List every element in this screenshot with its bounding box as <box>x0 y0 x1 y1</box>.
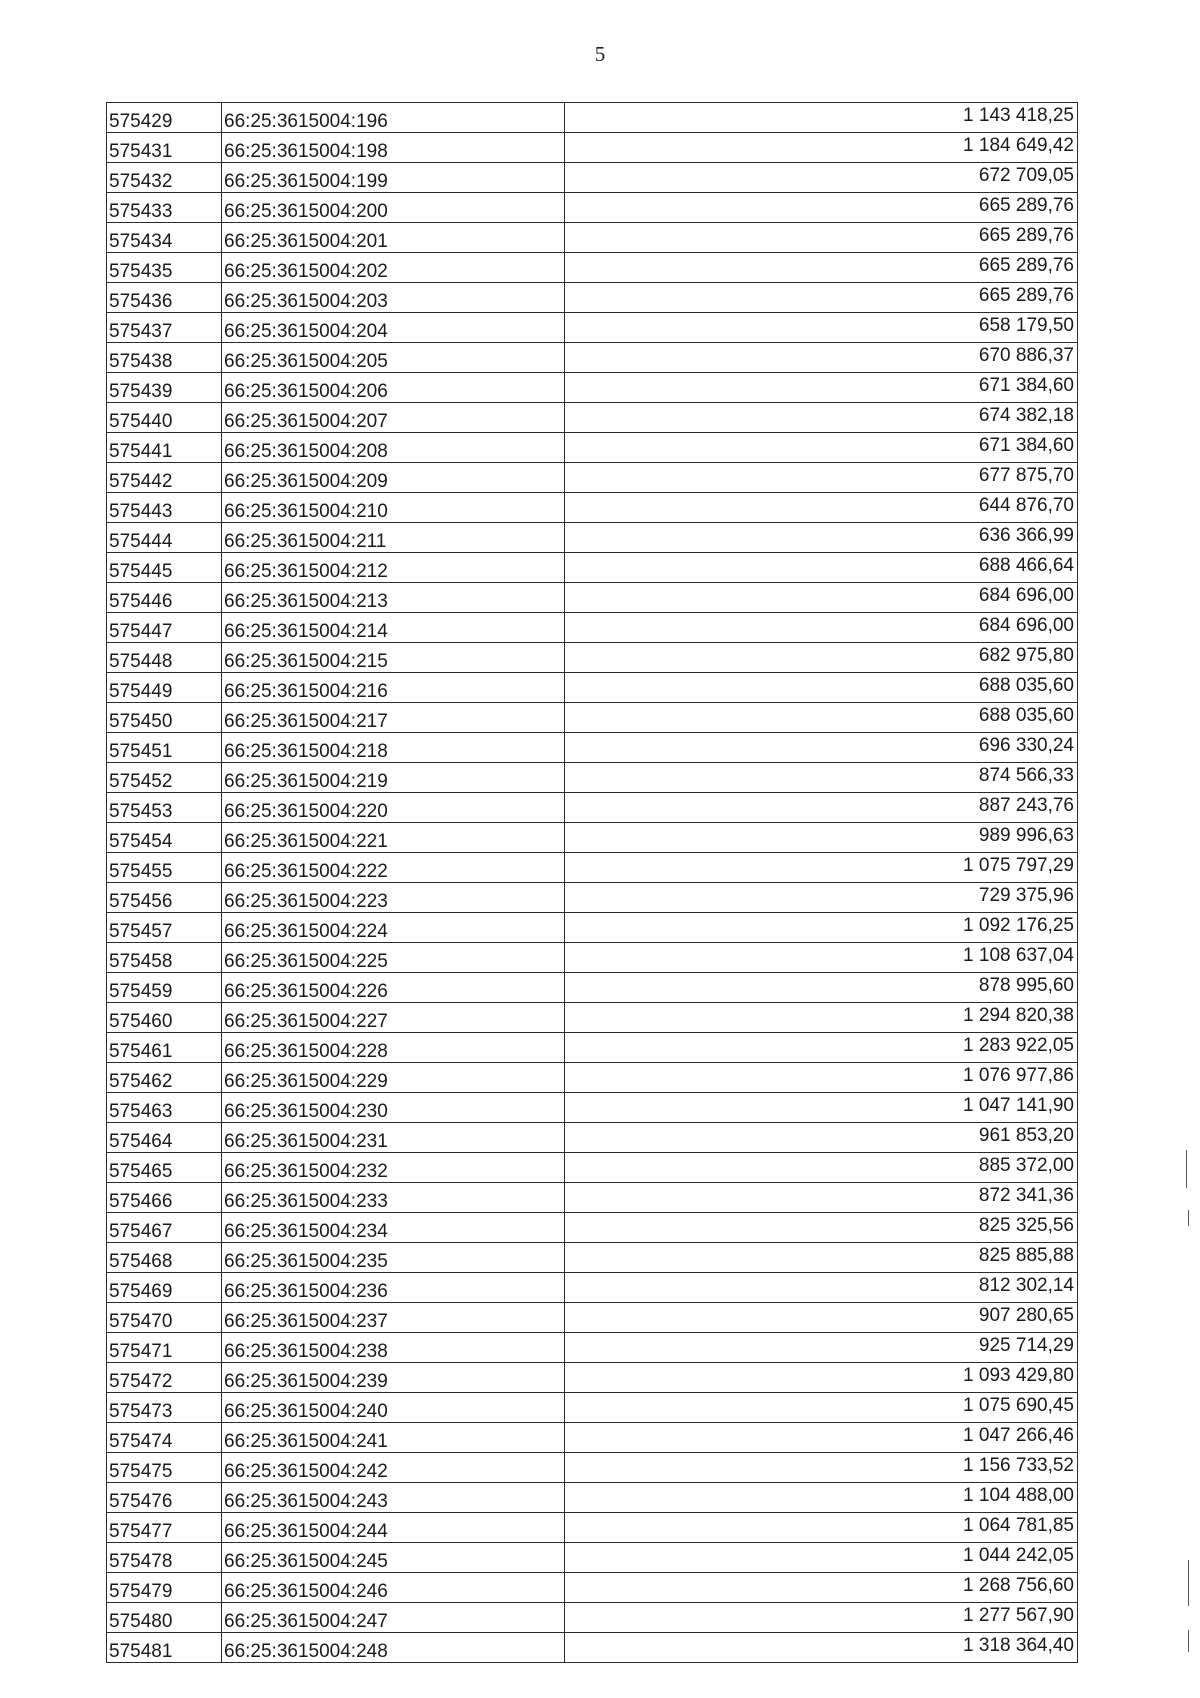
value-cell <box>565 1483 1078 1513</box>
table-row <box>107 1483 1078 1513</box>
cadastral-value: 1 047 141,90 <box>963 1094 1074 1116</box>
cadastral-number-cell: 66:25:3615004:215 <box>222 643 565 673</box>
row-id-cell: 575437 <box>107 313 222 343</box>
cadastral-value: 658 179,50 <box>978 314 1074 336</box>
table-row <box>107 943 1078 973</box>
value-cell <box>565 373 1078 403</box>
cadastral-number-cell: 66:25:3615004:234 <box>222 1213 565 1243</box>
cadastral-value: 1 156 733,52 <box>963 1454 1074 1476</box>
row-id-cell: 575435 <box>107 253 222 283</box>
table-row <box>107 253 1078 283</box>
cadastral-number-cell: 66:25:3615004:204 <box>222 313 565 343</box>
row-id-cell: 575468 <box>107 1243 222 1273</box>
table-row <box>107 703 1078 733</box>
row-id-cell: 575459 <box>107 973 222 1003</box>
row-id-cell: 575470 <box>107 1303 222 1333</box>
value-cell <box>565 673 1078 703</box>
value-cell <box>565 1573 1078 1603</box>
table-row <box>107 1633 1078 1663</box>
row-id-cell: 575472 <box>107 1363 222 1393</box>
row-id-cell: 575449 <box>107 673 222 703</box>
cadastral-value: 688 035,60 <box>978 704 1074 726</box>
cadastral-number-cell: 66:25:3615004:206 <box>222 373 565 403</box>
value-cell <box>565 763 1078 793</box>
value-cell <box>565 493 1078 523</box>
value-cell <box>565 103 1078 133</box>
row-id-cell: 575466 <box>107 1183 222 1213</box>
table-row <box>107 1123 1078 1153</box>
table-row <box>107 1093 1078 1123</box>
row-id-cell: 575436 <box>107 283 222 313</box>
value-cell <box>565 163 1078 193</box>
table-row <box>107 433 1078 463</box>
cadastral-number-cell: 66:25:3615004:208 <box>222 433 565 463</box>
cadastral-value: 672 709,05 <box>978 164 1074 186</box>
cadastral-value: 1 075 690,45 <box>963 1394 1074 1416</box>
row-id-cell: 575431 <box>107 133 222 163</box>
table-body <box>107 103 1078 1663</box>
cadastral-value: 1 108 637,04 <box>963 944 1074 966</box>
value-cell <box>565 1423 1078 1453</box>
row-id-cell: 575461 <box>107 1033 222 1063</box>
cadastral-value: 1 277 567,90 <box>963 1604 1074 1626</box>
cadastral-value: 1 268 756,60 <box>963 1574 1074 1596</box>
value-cell <box>565 463 1078 493</box>
cadastral-number-cell: 66:25:3615004:230 <box>222 1093 565 1123</box>
table-row <box>107 1363 1078 1393</box>
cadastral-value: 1 092 176,25 <box>963 914 1074 936</box>
cadastral-value: 1 044 242,05 <box>963 1544 1074 1566</box>
cadastral-number-cell: 66:25:3615004:200 <box>222 193 565 223</box>
cadastral-number-cell: 66:25:3615004:242 <box>222 1453 565 1483</box>
table-row <box>107 643 1078 673</box>
value-cell <box>565 1393 1078 1423</box>
row-id-cell: 575443 <box>107 493 222 523</box>
value-cell <box>565 1453 1078 1483</box>
cadastral-value: 696 330,24 <box>978 734 1074 756</box>
cadastral-number-cell: 66:25:3615004:225 <box>222 943 565 973</box>
cadastral-value: 961 853,20 <box>978 1124 1074 1146</box>
table-row <box>107 1393 1078 1423</box>
value-cell <box>565 253 1078 283</box>
table-row <box>107 373 1078 403</box>
row-id-cell: 575429 <box>107 103 222 133</box>
cadastral-number-cell: 66:25:3615004:237 <box>222 1303 565 1333</box>
cadastral-number-cell: 66:25:3615004:229 <box>222 1063 565 1093</box>
cadastral-number-cell: 66:25:3615004:236 <box>222 1273 565 1303</box>
value-cell <box>565 613 1078 643</box>
cadastral-value: 1 064 781,85 <box>963 1514 1074 1536</box>
cadastral-value: 812 302,14 <box>978 1274 1074 1296</box>
cadastral-number-cell: 66:25:3615004:216 <box>222 673 565 703</box>
cadastral-number-cell: 66:25:3615004:246 <box>222 1573 565 1603</box>
cadastral-value: 1 318 364,40 <box>963 1634 1074 1656</box>
value-cell <box>565 1243 1078 1273</box>
cadastral-number-cell: 66:25:3615004:218 <box>222 733 565 763</box>
cadastral-number-cell: 66:25:3615004:227 <box>222 1003 565 1033</box>
value-cell <box>565 1033 1078 1063</box>
cadastral-value: 825 325,56 <box>978 1214 1074 1236</box>
table-row <box>107 1513 1078 1543</box>
cadastral-number-cell: 66:25:3615004:231 <box>222 1123 565 1153</box>
table-row <box>107 763 1078 793</box>
table-row <box>107 313 1078 343</box>
cadastral-value: 636 366,99 <box>978 524 1074 546</box>
cadastral-value: 1 283 922,05 <box>963 1034 1074 1056</box>
table-row <box>107 1243 1078 1273</box>
row-id-cell: 575432 <box>107 163 222 193</box>
row-id-cell: 575447 <box>107 613 222 643</box>
table-row <box>107 823 1078 853</box>
cadastral-number-cell: 66:25:3615004:248 <box>222 1633 565 1663</box>
cadastral-number-cell: 66:25:3615004:223 <box>222 883 565 913</box>
cadastral-value: 665 289,76 <box>978 194 1074 216</box>
value-cell <box>565 793 1078 823</box>
table-row <box>107 1543 1078 1573</box>
row-id-cell: 575457 <box>107 913 222 943</box>
cadastral-number-cell: 66:25:3615004:239 <box>222 1363 565 1393</box>
table-row <box>107 163 1078 193</box>
row-id-cell: 575475 <box>107 1453 222 1483</box>
cadastral-number-cell: 66:25:3615004:226 <box>222 973 565 1003</box>
row-id-cell: 575441 <box>107 433 222 463</box>
table-row <box>107 1063 1078 1093</box>
scan-mark <box>1188 1630 1189 1652</box>
cadastral-number-cell: 66:25:3615004:241 <box>222 1423 565 1453</box>
cadastral-value: 682 975,80 <box>978 644 1074 666</box>
cadastral-value: 684 696,00 <box>978 614 1074 636</box>
cadastral-number-cell: 66:25:3615004:224 <box>222 913 565 943</box>
row-id-cell: 575452 <box>107 763 222 793</box>
cadastral-number-cell: 66:25:3615004:199 <box>222 163 565 193</box>
row-id-cell: 575481 <box>107 1633 222 1663</box>
scan-mark <box>1186 1150 1187 1188</box>
table-row <box>107 1453 1078 1483</box>
row-id-cell: 575462 <box>107 1063 222 1093</box>
table-row <box>107 223 1078 253</box>
cadastral-value: 644 876,70 <box>978 494 1074 516</box>
cadastral-value: 671 384,60 <box>978 374 1074 396</box>
value-cell <box>565 1123 1078 1153</box>
value-cell <box>565 343 1078 373</box>
value-cell <box>565 1333 1078 1363</box>
value-cell <box>565 523 1078 553</box>
table-row <box>107 343 1078 373</box>
row-id-cell: 575433 <box>107 193 222 223</box>
value-cell <box>565 1303 1078 1333</box>
cadastral-value: 1 093 429,80 <box>963 1364 1074 1386</box>
table-row <box>107 793 1078 823</box>
value-cell <box>565 133 1078 163</box>
row-id-cell: 575480 <box>107 1603 222 1633</box>
row-id-cell: 575463 <box>107 1093 222 1123</box>
row-id-cell: 575460 <box>107 1003 222 1033</box>
value-cell <box>565 223 1078 253</box>
value-cell <box>565 1603 1078 1633</box>
cadastral-number-cell: 66:25:3615004:210 <box>222 493 565 523</box>
value-cell <box>565 583 1078 613</box>
cadastral-value: 1 143 418,25 <box>963 104 1074 126</box>
cadastral-value: 874 566,33 <box>978 764 1074 786</box>
cadastral-value: 677 875,70 <box>978 464 1074 486</box>
row-id-cell: 575478 <box>107 1543 222 1573</box>
cadastral-value: 688 466,64 <box>978 554 1074 576</box>
table-row <box>107 1003 1078 1033</box>
table-row <box>107 553 1078 583</box>
row-id-cell: 575476 <box>107 1483 222 1513</box>
value-cell <box>565 1633 1078 1663</box>
value-cell <box>565 283 1078 313</box>
table-row <box>107 673 1078 703</box>
value-cell <box>565 1213 1078 1243</box>
value-cell <box>565 853 1078 883</box>
value-cell <box>565 1063 1078 1093</box>
table-row <box>107 1213 1078 1243</box>
row-id-cell: 575479 <box>107 1573 222 1603</box>
cadastral-number-cell: 66:25:3615004:201 <box>222 223 565 253</box>
cadastral-number-cell: 66:25:3615004:196 <box>222 103 565 133</box>
table-row <box>107 913 1078 943</box>
cadastral-value: 825 885,88 <box>978 1244 1074 1266</box>
value-cell <box>565 313 1078 343</box>
cadastral-value: 1 076 977,86 <box>963 1064 1074 1086</box>
value-cell <box>565 703 1078 733</box>
cadastral-number-cell: 66:25:3615004:232 <box>222 1153 565 1183</box>
cadastral-number-cell: 66:25:3615004:238 <box>222 1333 565 1363</box>
cadastral-number-cell: 66:25:3615004:245 <box>222 1543 565 1573</box>
cadastral-value: 1 294 820,38 <box>963 1004 1074 1026</box>
cadastral-number-cell: 66:25:3615004:235 <box>222 1243 565 1273</box>
table-row <box>107 583 1078 613</box>
cadastral-value: 688 035,60 <box>978 674 1074 696</box>
row-id-cell: 575477 <box>107 1513 222 1543</box>
cadastral-value: 925 714,29 <box>978 1334 1074 1356</box>
row-id-cell: 575444 <box>107 523 222 553</box>
table-row <box>107 133 1078 163</box>
value-cell <box>565 883 1078 913</box>
row-id-cell: 575455 <box>107 853 222 883</box>
scan-mark <box>1188 1560 1189 1606</box>
table-row <box>107 523 1078 553</box>
row-id-cell: 575467 <box>107 1213 222 1243</box>
table-row <box>107 283 1078 313</box>
row-id-cell: 575454 <box>107 823 222 853</box>
cadastral-value-table <box>106 102 1078 1663</box>
row-id-cell: 575448 <box>107 643 222 673</box>
cadastral-number-cell: 66:25:3615004:207 <box>222 403 565 433</box>
cadastral-number-cell: 66:25:3615004:202 <box>222 253 565 283</box>
cadastral-number-cell: 66:25:3615004:213 <box>222 583 565 613</box>
value-cell <box>565 1093 1078 1123</box>
cadastral-number-cell: 66:25:3615004:247 <box>222 1603 565 1633</box>
table-row <box>107 613 1078 643</box>
cadastral-value: 885 372,00 <box>978 1154 1074 1176</box>
cadastral-value: 1 184 649,42 <box>963 134 1074 156</box>
row-id-cell: 575445 <box>107 553 222 583</box>
table-row <box>107 1603 1078 1633</box>
cadastral-number-cell: 66:25:3615004:217 <box>222 703 565 733</box>
table-row <box>107 733 1078 763</box>
cadastral-value: 671 384,60 <box>978 434 1074 456</box>
cadastral-number-cell: 66:25:3615004:205 <box>222 343 565 373</box>
cadastral-value: 670 886,37 <box>978 344 1074 366</box>
value-cell <box>565 433 1078 463</box>
value-cell <box>565 943 1078 973</box>
cadastral-value: 684 696,00 <box>978 584 1074 606</box>
cadastral-number-cell: 66:25:3615004:244 <box>222 1513 565 1543</box>
table-row <box>107 1033 1078 1063</box>
table-row <box>107 403 1078 433</box>
value-cell <box>565 553 1078 583</box>
cadastral-number-cell: 66:25:3615004:214 <box>222 613 565 643</box>
value-cell <box>565 1543 1078 1573</box>
page-number: 5 <box>594 42 606 66</box>
value-cell <box>565 1363 1078 1393</box>
value-cell <box>565 1153 1078 1183</box>
row-id-cell: 575456 <box>107 883 222 913</box>
row-id-cell: 575450 <box>107 703 222 733</box>
table-row <box>107 1153 1078 1183</box>
cadastral-value: 729 375,96 <box>978 884 1074 906</box>
row-id-cell: 575442 <box>107 463 222 493</box>
cadastral-value: 674 382,18 <box>978 404 1074 426</box>
cadastral-value: 872 341,36 <box>978 1184 1074 1206</box>
table-row <box>107 853 1078 883</box>
row-id-cell: 575473 <box>107 1393 222 1423</box>
cadastral-value: 878 995,60 <box>978 974 1074 996</box>
table-row <box>107 1573 1078 1603</box>
cadastral-number-cell: 66:25:3615004:240 <box>222 1393 565 1423</box>
table-row <box>107 103 1078 133</box>
table-row <box>107 1333 1078 1363</box>
cadastral-number-cell: 66:25:3615004:243 <box>222 1483 565 1513</box>
cadastral-number-cell: 66:25:3615004:220 <box>222 793 565 823</box>
row-id-cell: 575453 <box>107 793 222 823</box>
table-row <box>107 883 1078 913</box>
table-row <box>107 973 1078 1003</box>
scan-mark <box>1188 1210 1189 1226</box>
value-cell <box>565 403 1078 433</box>
row-id-cell: 575458 <box>107 943 222 973</box>
value-cell <box>565 643 1078 673</box>
value-cell <box>565 823 1078 853</box>
cadastral-number-cell: 66:25:3615004:212 <box>222 553 565 583</box>
cadastral-number-cell: 66:25:3615004:211 <box>222 523 565 553</box>
row-id-cell: 575446 <box>107 583 222 613</box>
cadastral-number-cell: 66:25:3615004:198 <box>222 133 565 163</box>
value-cell <box>565 1273 1078 1303</box>
cadastral-value: 1 047 266,46 <box>963 1424 1074 1446</box>
cadastral-number-cell: 66:25:3615004:233 <box>222 1183 565 1213</box>
row-id-cell: 575464 <box>107 1123 222 1153</box>
cadastral-value: 989 996,63 <box>978 824 1074 846</box>
row-id-cell: 575451 <box>107 733 222 763</box>
row-id-cell: 575474 <box>107 1423 222 1453</box>
cadastral-value: 665 289,76 <box>978 254 1074 276</box>
cadastral-value: 907 280,65 <box>978 1304 1074 1326</box>
row-id-cell: 575471 <box>107 1333 222 1363</box>
row-id-cell: 575440 <box>107 403 222 433</box>
cadastral-number-cell: 66:25:3615004:219 <box>222 763 565 793</box>
table-row <box>107 1273 1078 1303</box>
value-cell <box>565 1003 1078 1033</box>
value-cell <box>565 913 1078 943</box>
value-cell <box>565 1513 1078 1543</box>
cadastral-number-cell: 66:25:3615004:222 <box>222 853 565 883</box>
value-cell <box>565 193 1078 223</box>
table-row <box>107 193 1078 223</box>
table-row <box>107 1423 1078 1453</box>
cadastral-value: 1 104 488,00 <box>963 1484 1074 1506</box>
cadastral-value: 1 075 797,29 <box>963 854 1074 876</box>
value-cell <box>565 733 1078 763</box>
cadastral-number-cell: 66:25:3615004:221 <box>222 823 565 853</box>
table-row <box>107 1303 1078 1333</box>
row-id-cell: 575469 <box>107 1273 222 1303</box>
row-id-cell: 575438 <box>107 343 222 373</box>
cadastral-number-cell: 66:25:3615004:209 <box>222 463 565 493</box>
cadastral-value: 665 289,76 <box>978 284 1074 306</box>
row-id-cell: 575434 <box>107 223 222 253</box>
cadastral-value: 887 243,76 <box>978 794 1074 816</box>
table-row <box>107 1183 1078 1213</box>
value-cell <box>565 973 1078 1003</box>
cadastral-value: 665 289,76 <box>978 224 1074 246</box>
table-row <box>107 463 1078 493</box>
cadastral-number-cell: 66:25:3615004:203 <box>222 283 565 313</box>
row-id-cell: 575465 <box>107 1153 222 1183</box>
row-id-cell: 575439 <box>107 373 222 403</box>
value-cell <box>565 1183 1078 1213</box>
cadastral-number-cell: 66:25:3615004:228 <box>222 1033 565 1063</box>
table-row <box>107 493 1078 523</box>
